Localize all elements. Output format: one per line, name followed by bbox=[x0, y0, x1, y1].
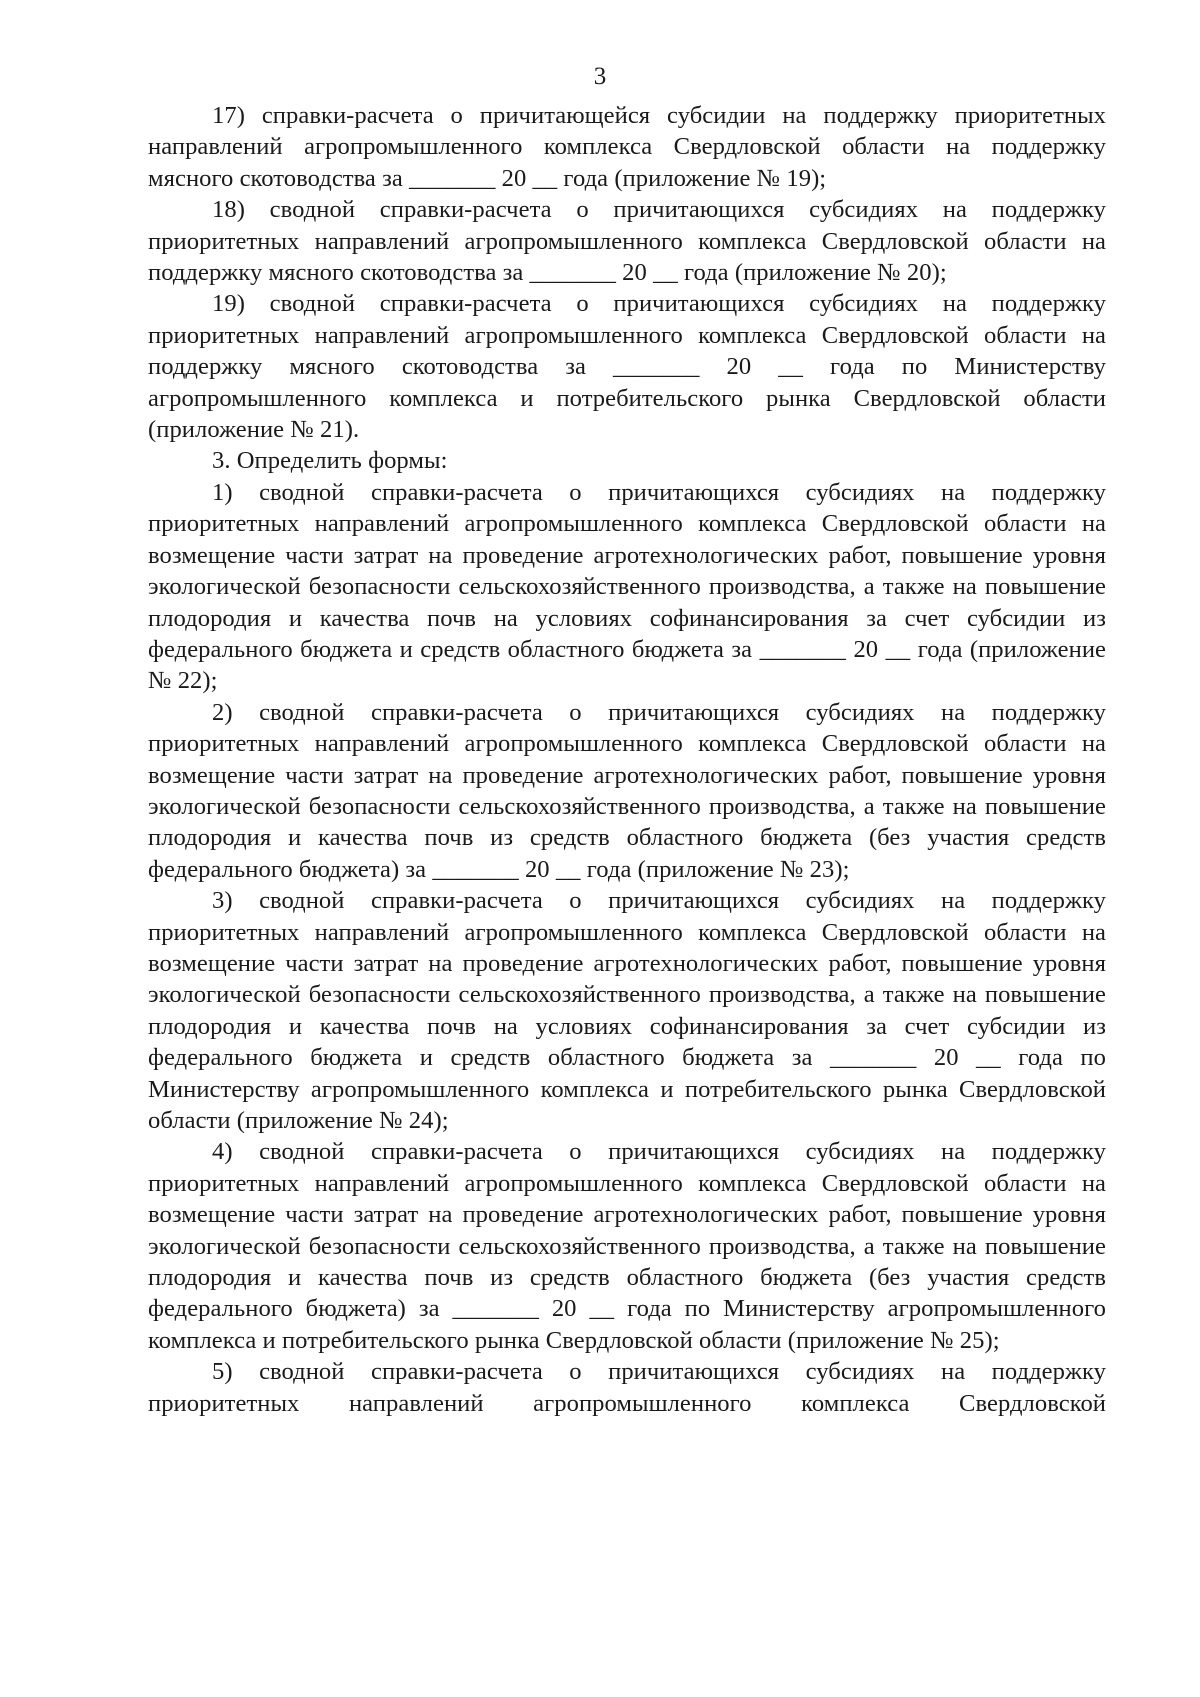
paragraph-form-2: 2) сводной справки-расчета о причитающихся субсидиях на поддержку приоритетных направлений агропромышленного комплекса Свердловской области на возмещение части затрат на проведение агротехнологических работ, повышение уровня экологической безопасности сельскохозяйственного производства, а также на повышение плодородия и качества почв из средств областного бюджета (без участия средств федерального бюджета) за _______ 20 __ года (приложение № 23); bbox=[148, 698, 1106, 883]
paragraph-item-18: 18) сводной справки-расчета о причитающихся субсидиях на поддержку приоритетных направлений агропромышленного комплекса Свердловской области на поддержку мясного скотоводства за _______ 20 __ года (приложение № 20); bbox=[148, 196, 1106, 287]
paragraph-item-19: 19) сводной справки-расчета о причитающихся субсидиях на поддержку приоритетных направлений агропромышленного комплекса Свердловской области на поддержку мясного скотоводства за _______ 20 __ года по Министерству агропромышленного комплекса и потребительского рынка Свердловской области (приложение № 21). bbox=[148, 290, 1106, 444]
page-number: 3 bbox=[593, 63, 607, 90]
paragraph-form-3: 3) сводной справки-расчета о причитающихся субсидиях на поддержку приоритетных направлений агропромышленного комплекса Свердловской области на возмещение части затрат на проведение агротехнологических работ, повышение уровня экологической безопасности сельскохозяйственного производства, а также на повышение плодородия и качества почв на условиях софинансирования за счет субсидии из федерального бюджета и средств областного бюджета за _______ 20 __ года по Министерству агропромышленного комплекса и потребительского рынка Свердловской области (приложение № 24); bbox=[148, 887, 1106, 1134]
section-3-heading: 3. Определить формы: bbox=[212, 447, 448, 475]
document-body bbox=[148, 100, 1106, 1419]
paragraph-item-17: 17) справки-расчета о причитающейся субсидии на поддержку приоритетных направлений агропромышленного комплекса Свердловской области на поддержку мясного скотоводства за _______ 20 __ года (приложение № 19); bbox=[148, 102, 1106, 192]
paragraph-form-1: 1) сводной справки-расчета о причитающихся субсидиях на поддержку приоритетных направлений агропромышленного комплекса Свердловской области на возмещение части затрат на проведение агротехнологических работ, повышение уровня экологической безопасности сельскохозяйственного производства, а также на повышение плодородия и качества почв на условиях софинансирования за счет субсидии из федерального бюджета и средств областного бюджета за _______ 20 __ года (приложение № 22); bbox=[148, 478, 1106, 695]
paragraph-form-5: 5) сводной справки-расчета о причитающихся субсидиях на поддержку приоритетных направлений агропромышленного комплекса Свердловской bbox=[148, 1358, 1106, 1417]
paragraph-form-4: 4) сводной справки-расчета о причитающихся субсидиях на поддержку приоритетных направлений агропромышленного комплекса Свердловской области на возмещение части затрат на проведение агротехнологических работ, повышение уровня экологической безопасности сельскохозяйственного производства, а также на повышение плодородия и качества почв из средств областного бюджета (без участия средств федерального бюджета) за _______ 20 __ года по Министерству агропромышленного комплекса и потребительского рынка Свердловской области (приложение № 25); bbox=[148, 1138, 1106, 1354]
